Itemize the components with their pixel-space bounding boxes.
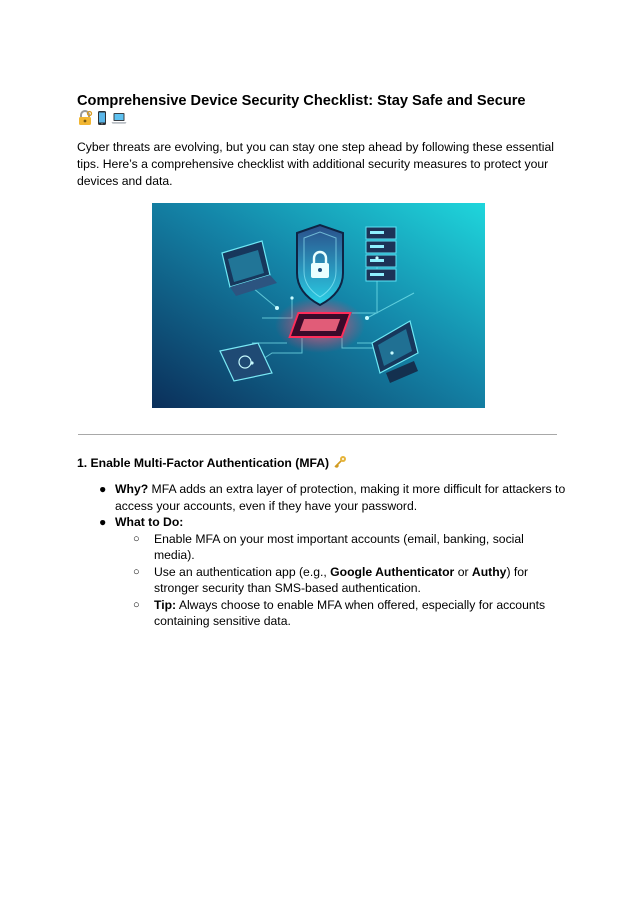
sub-item-enable-mfa: [77, 531, 567, 564]
what-to-do-label: What to Do:: [115, 515, 184, 529]
mobile-phone-icon: [94, 110, 110, 126]
mfa-checklist: [77, 481, 567, 630]
why-label: Why?: [115, 482, 149, 496]
sub-item-text: Use an authentication app (e.g.,: [154, 564, 331, 579]
cybersecurity-illustration: [152, 203, 485, 408]
sub-item-tip: [77, 597, 567, 630]
horizontal-divider: [78, 434, 557, 435]
sub-item-text: ) for stronger security than SMS-based authentication.: [154, 564, 529, 595]
tip-text: Always choose to enable MFA when offered, especially for accounts containing sensitive data.: [154, 597, 546, 628]
app-name-google: Google Authenticator: [330, 564, 455, 579]
sub-item-auth-app: [77, 564, 567, 597]
section-heading-mfa: [77, 455, 347, 474]
lock-with-key-icon: [77, 110, 93, 126]
intro-paragraph: Cyber threats are evolving, but you can stay one step ahead by following these essential tips. Here’s a comprehensive checklist with additional security measures to protect your devices and data.: [77, 140, 554, 188]
app-name-authy: Authy: [471, 564, 507, 579]
sub-item-text: or: [454, 564, 472, 579]
key-icon: [333, 455, 347, 474]
list-item-what-to-do: [77, 514, 567, 531]
section-heading-text: 1. Enable Multi-Factor Authentication (MFA): [77, 456, 330, 470]
list-item-why: [77, 481, 567, 514]
bullet-dot: ●: [99, 482, 107, 496]
bullet-circle: ○: [133, 565, 140, 578]
why-text: MFA adds an extra layer of protection, making it more difficult for attackers to access your accounts, even if they have your password.: [115, 482, 566, 513]
tip-label: Tip:: [154, 597, 177, 612]
title-emoji-row: [77, 110, 127, 126]
bullet-circle: ○: [133, 598, 140, 611]
laptop-icon: [111, 110, 127, 126]
bullet-dot: ●: [99, 515, 107, 529]
sub-item-text: Enable MFA on your most important accounts (email, banking, social media).: [154, 531, 524, 562]
bullet-circle: ○: [133, 532, 140, 545]
document-title: Comprehensive Device Security Checklist: Stay Safe and Secure: [77, 93, 526, 109]
